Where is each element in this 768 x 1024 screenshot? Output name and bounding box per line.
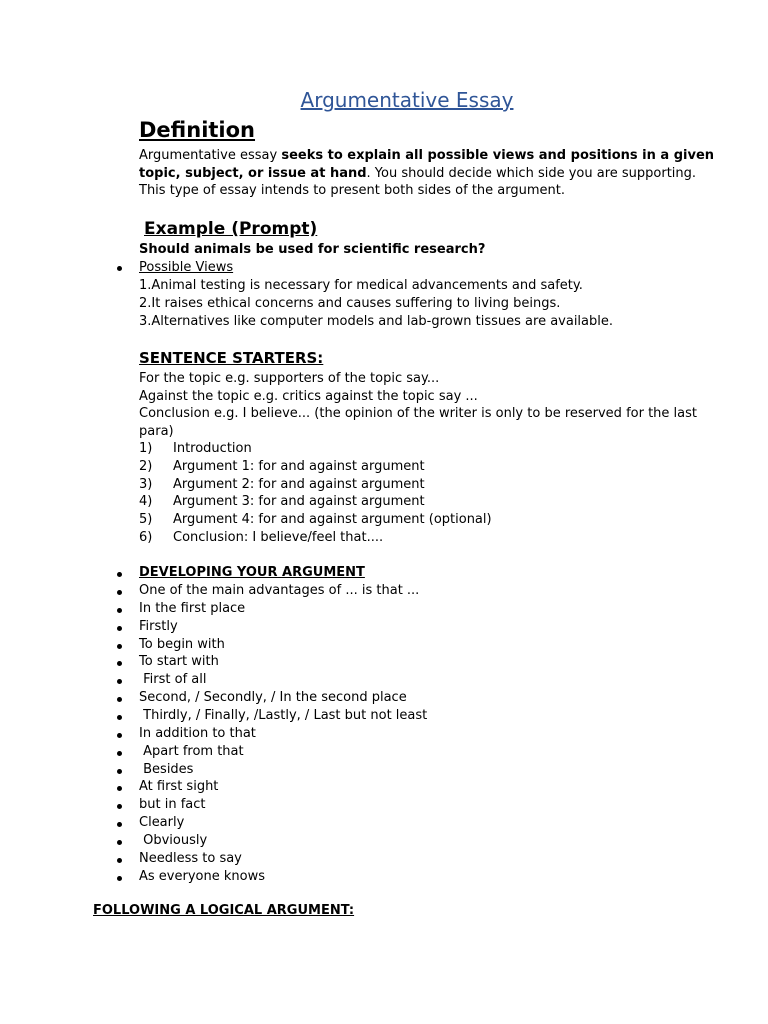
view-item: 2.It raises ethical concerns and causes suffering to living beings.	[139, 296, 561, 311]
bullet-icon	[117, 608, 122, 613]
outline-text: Argument 2: for and against argument	[173, 476, 425, 492]
bullet-icon	[117, 266, 122, 271]
bullet-icon	[117, 733, 122, 738]
bullet-icon	[117, 840, 122, 845]
bullet-icon	[117, 626, 122, 631]
outline-number: 6)	[139, 530, 153, 545]
list-item: To start with	[139, 654, 219, 670]
bullet-icon	[117, 876, 122, 881]
definition-line-1-plain: Argumentative essay	[139, 148, 282, 163]
outline-number: 4)	[139, 494, 153, 510]
outline-text: Argument 1: for and against argument	[173, 458, 425, 474]
view-item: 3.Alternatives like computer models and lab-grown tissues are available.	[139, 314, 614, 329]
bullet-icon	[117, 858, 122, 863]
example-heading: Example (Prompt)	[144, 219, 318, 239]
list-item: but in fact	[139, 797, 206, 813]
list-item: In the first place	[139, 600, 246, 616]
possible-views-label: Possible Views	[139, 260, 234, 275]
bullet-icon	[117, 697, 122, 702]
list-item: One of the main advantages of ... is that ...	[139, 583, 420, 598]
list-item: As everyone knows	[139, 868, 265, 884]
list-item: Clearly	[139, 815, 185, 831]
bullet-icon	[117, 715, 122, 720]
list-item: Apart from that	[139, 743, 244, 759]
list-item: To begin with	[139, 636, 225, 652]
bullet-icon	[117, 822, 122, 827]
outline-number: 2)	[139, 458, 153, 474]
list-item: First of all	[139, 672, 207, 688]
outline-text: Argument 4: for and against argument (optional)	[173, 512, 492, 528]
starter-line: Conclusion e.g. I believe... (the opinion of the writer is only to be reserved for the last	[139, 406, 697, 422]
bullet-icon	[117, 661, 122, 666]
definition-line-2-plain: . You should decide which side you are supporting.	[366, 165, 697, 181]
sentence-starters-heading: SENTENCE STARTERS:	[139, 349, 324, 367]
bullet-icon	[117, 751, 122, 756]
outline-text: Conclusion: I believe/feel that....	[173, 530, 384, 545]
outline-number: 5)	[139, 512, 153, 528]
list-item: Second, / Secondly, / In the second place	[139, 690, 407, 706]
definition-line-1	[139, 147, 714, 165]
list-item: In addition to that	[139, 725, 256, 741]
following-heading: FOLLOWING A LOGICAL ARGUMENT:	[93, 903, 355, 918]
definition-line-3: This type of essay intends to present both sides of the argument.	[139, 183, 565, 199]
list-item: Besides	[139, 761, 194, 777]
starter-line: Against the topic e.g. critics against the topic say ...	[139, 388, 478, 404]
bullet-icon	[117, 786, 122, 791]
list-item: At first sight	[139, 779, 219, 795]
bullet-icon	[117, 679, 122, 684]
definition-heading: Definition	[139, 118, 256, 142]
outline-number: 1)	[139, 441, 153, 456]
bullet-icon	[117, 804, 122, 809]
outline-number: 3)	[139, 476, 153, 492]
definition-line-2-bold: topic, subject, or issue at hand	[139, 165, 367, 181]
list-item: Thirdly, / Finally, /Lastly, / Last but not least	[139, 707, 428, 723]
view-item: 1.Animal testing is necessary for medical advancements and safety.	[139, 278, 583, 293]
starter-line: For the topic e.g. supporters of the topic say...	[139, 371, 440, 386]
starter-line: para)	[139, 424, 174, 440]
list-item: Firstly	[139, 618, 178, 634]
bullet-icon	[117, 590, 122, 595]
bullet-icon	[117, 644, 122, 649]
outline-text: Introduction	[173, 441, 252, 456]
list-item: Obviously	[139, 832, 208, 848]
outline-text: Argument 3: for and against argument	[173, 494, 425, 510]
developing-heading: DEVELOPING YOUR ARGUMENT	[139, 565, 365, 580]
document-title: Argumentative Essay	[300, 88, 514, 112]
bullet-icon	[117, 572, 122, 577]
list-item: Needless to say	[139, 850, 242, 866]
bullet-icon	[117, 769, 122, 774]
definition-line-2	[139, 165, 696, 183]
example-question: Should animals be used for scientific research?	[139, 242, 486, 257]
definition-line-1-bold: seeks to explain all possible views and positions in a given	[281, 148, 715, 163]
